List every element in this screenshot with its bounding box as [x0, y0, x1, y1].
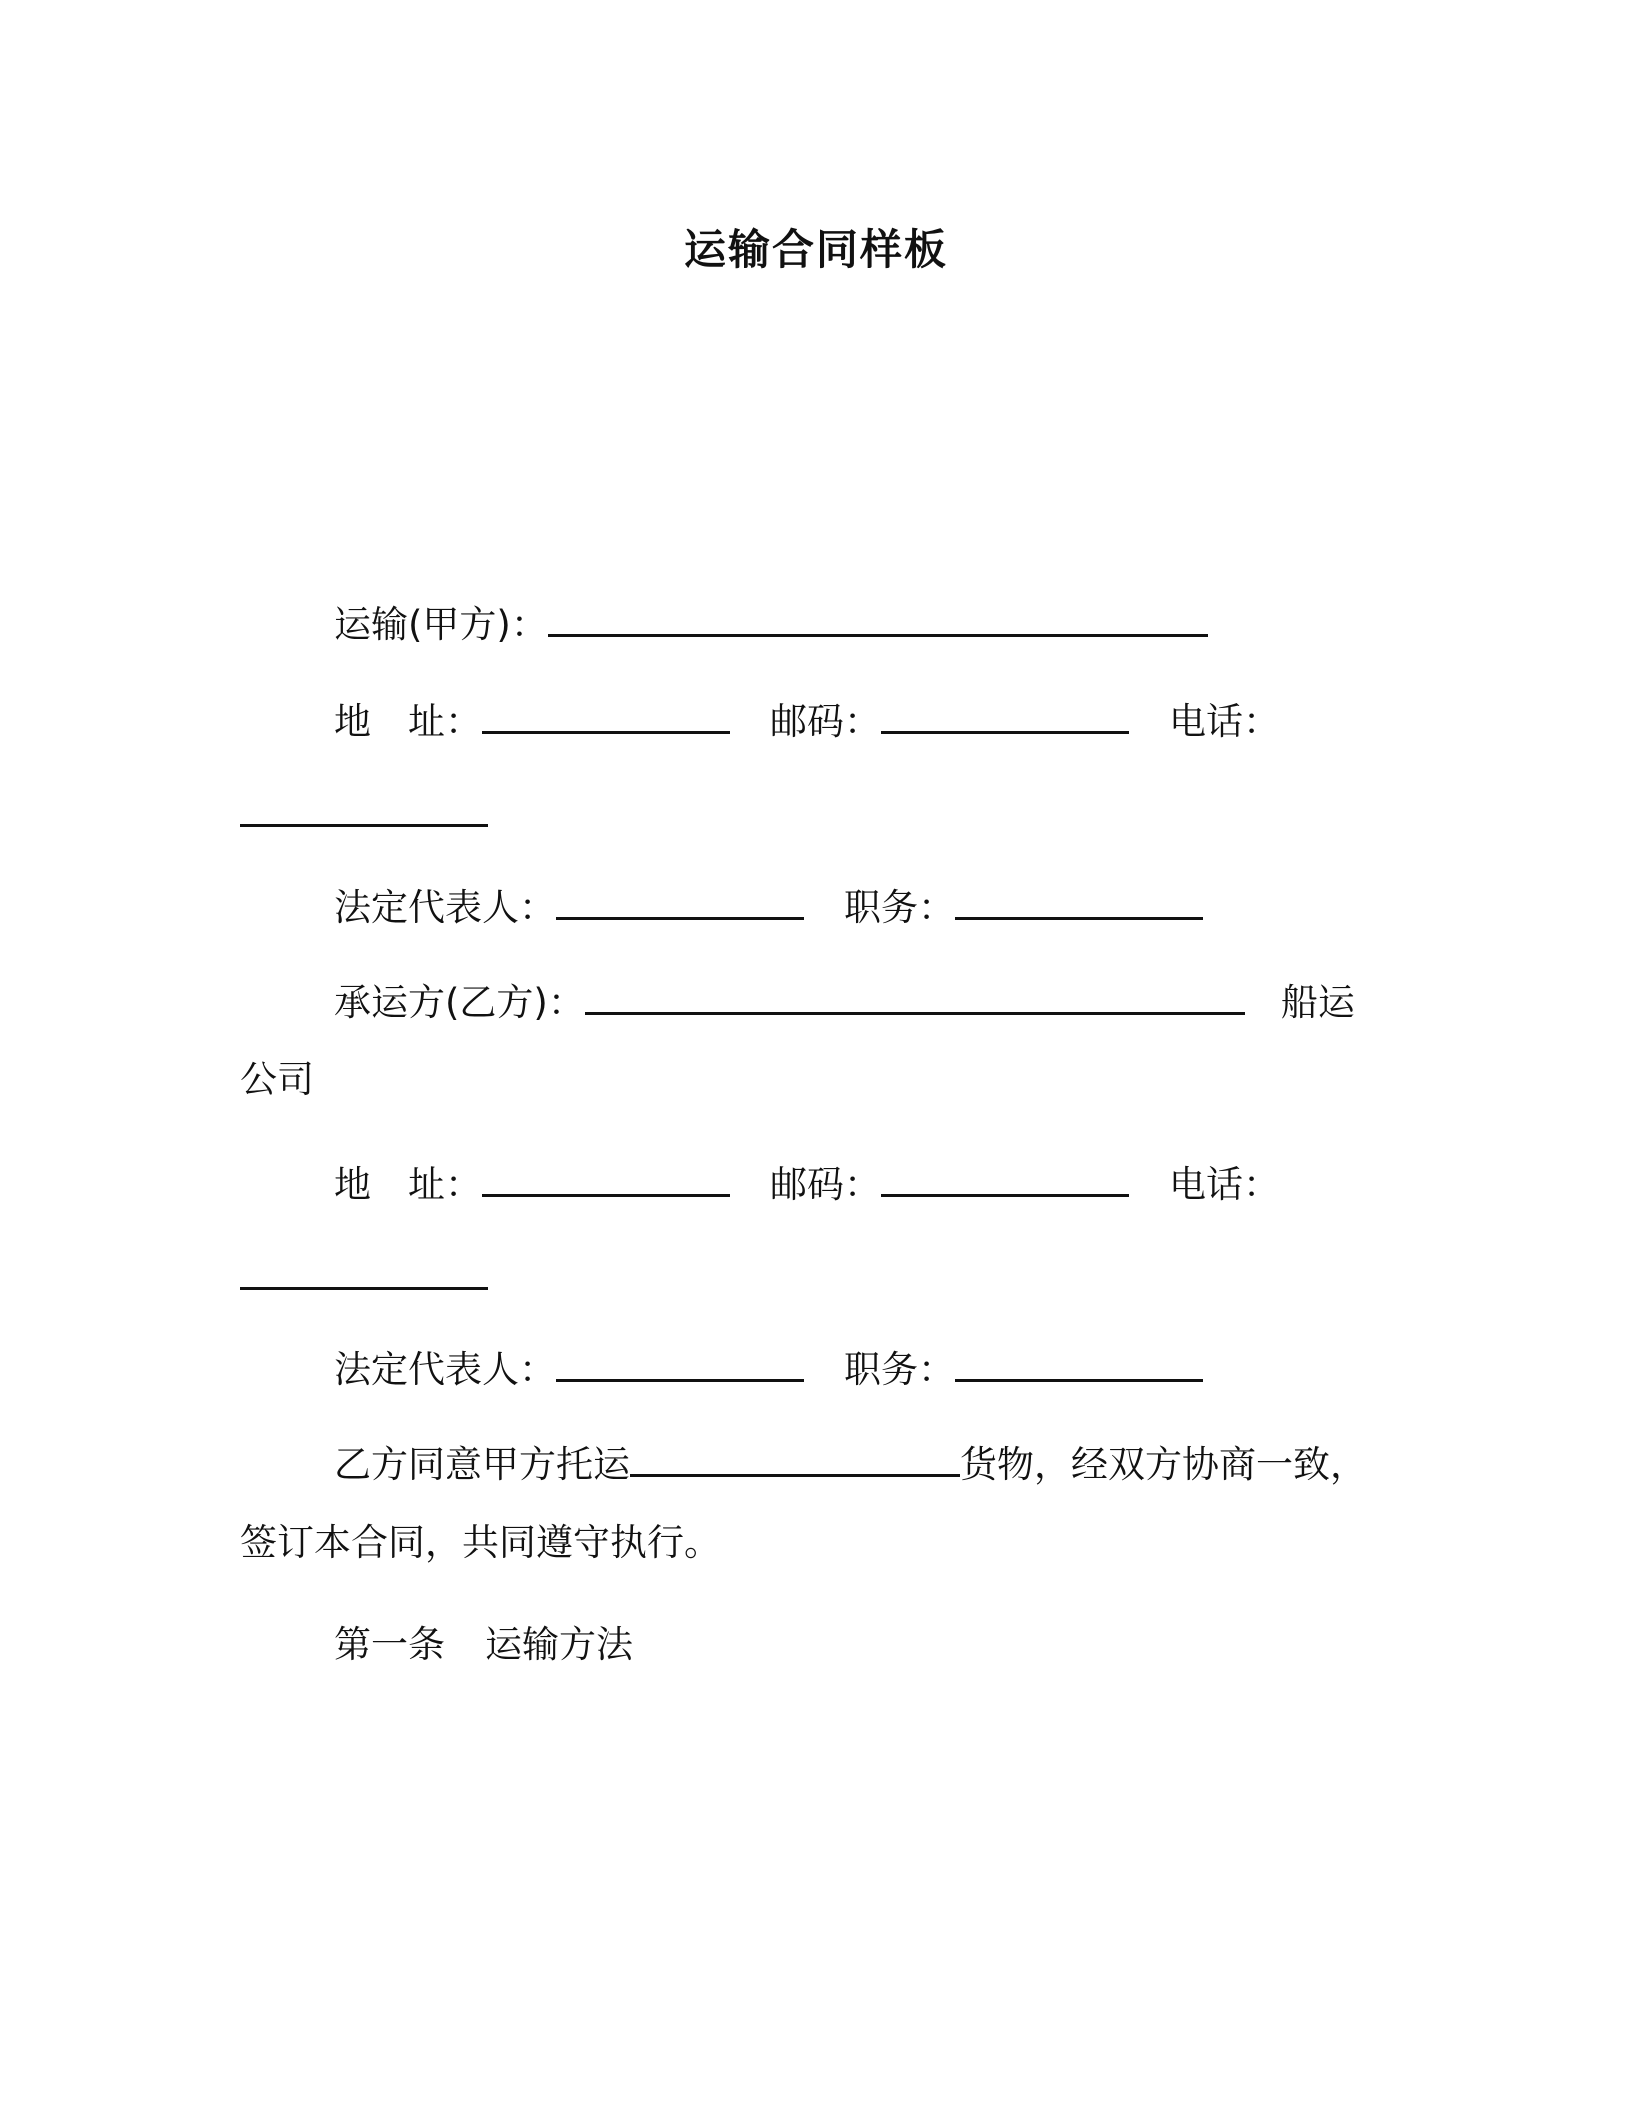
party-b-name-row	[334, 978, 1355, 1028]
party-a-address-label: 地 址：	[334, 700, 482, 743]
party-a-name-row	[334, 600, 1208, 650]
party-b-name-suffix-1: 船运	[1280, 981, 1355, 1024]
document-title: 运输合同样板	[683, 225, 948, 274]
party-a-rep-row	[334, 883, 1203, 933]
party-a-phone-row	[240, 790, 488, 840]
party-b-rep-blank[interactable]	[556, 1373, 804, 1382]
party-b-zip-label: 邮码：	[770, 1163, 881, 1206]
party-a-zip-blank[interactable]	[881, 725, 1129, 734]
party-b-phone-label: 电话：	[1169, 1163, 1280, 1206]
party-a-phone-blank[interactable]	[240, 818, 488, 827]
party-a-title-label: 职务：	[844, 886, 955, 929]
agreement-line-2-text: 签订本合同，共同遵守执行。	[240, 1521, 721, 1564]
agreement-suffix: 货物，经双方协商一致，	[960, 1443, 1367, 1486]
party-b-phone-row	[240, 1253, 488, 1303]
party-b-address-label: 地 址：	[334, 1163, 482, 1206]
article-1-heading	[334, 1620, 633, 1670]
party-a-rep-label: 法定代表人：	[334, 886, 556, 929]
party-b-zip-blank[interactable]	[881, 1188, 1129, 1197]
article-1-title: 运输方法	[485, 1623, 633, 1666]
party-b-name-blank[interactable]	[585, 1006, 1245, 1015]
party-a-name-label: 运输(甲方)：	[334, 603, 548, 646]
cargo-blank[interactable]	[630, 1468, 960, 1477]
party-a-rep-blank[interactable]	[556, 911, 804, 920]
party-b-name-wrap-row	[240, 1055, 314, 1105]
party-b-phone-blank[interactable]	[240, 1281, 488, 1290]
article-1-number: 第一条	[334, 1623, 445, 1666]
agreement-line-1	[334, 1440, 1367, 1490]
agreement-prefix: 乙方同意甲方托运	[334, 1443, 630, 1486]
party-b-title-label: 职务：	[844, 1348, 955, 1391]
party-b-rep-label: 法定代表人：	[334, 1348, 556, 1391]
party-a-phone-label: 电话：	[1169, 700, 1280, 743]
party-a-zip-label: 邮码：	[770, 700, 881, 743]
party-b-rep-row	[334, 1345, 1203, 1395]
party-b-address-row	[334, 1160, 1280, 1210]
party-b-title-blank[interactable]	[955, 1373, 1203, 1382]
party-a-name-blank[interactable]	[548, 628, 1208, 637]
party-a-address-row	[334, 697, 1280, 747]
party-a-title-blank[interactable]	[955, 911, 1203, 920]
party-b-address-blank[interactable]	[482, 1188, 730, 1197]
agreement-line-2	[240, 1518, 721, 1568]
party-b-name-suffix-2: 公司	[240, 1058, 314, 1101]
party-a-address-blank[interactable]	[482, 725, 730, 734]
party-b-name-label: 承运方(乙方)：	[334, 981, 585, 1024]
